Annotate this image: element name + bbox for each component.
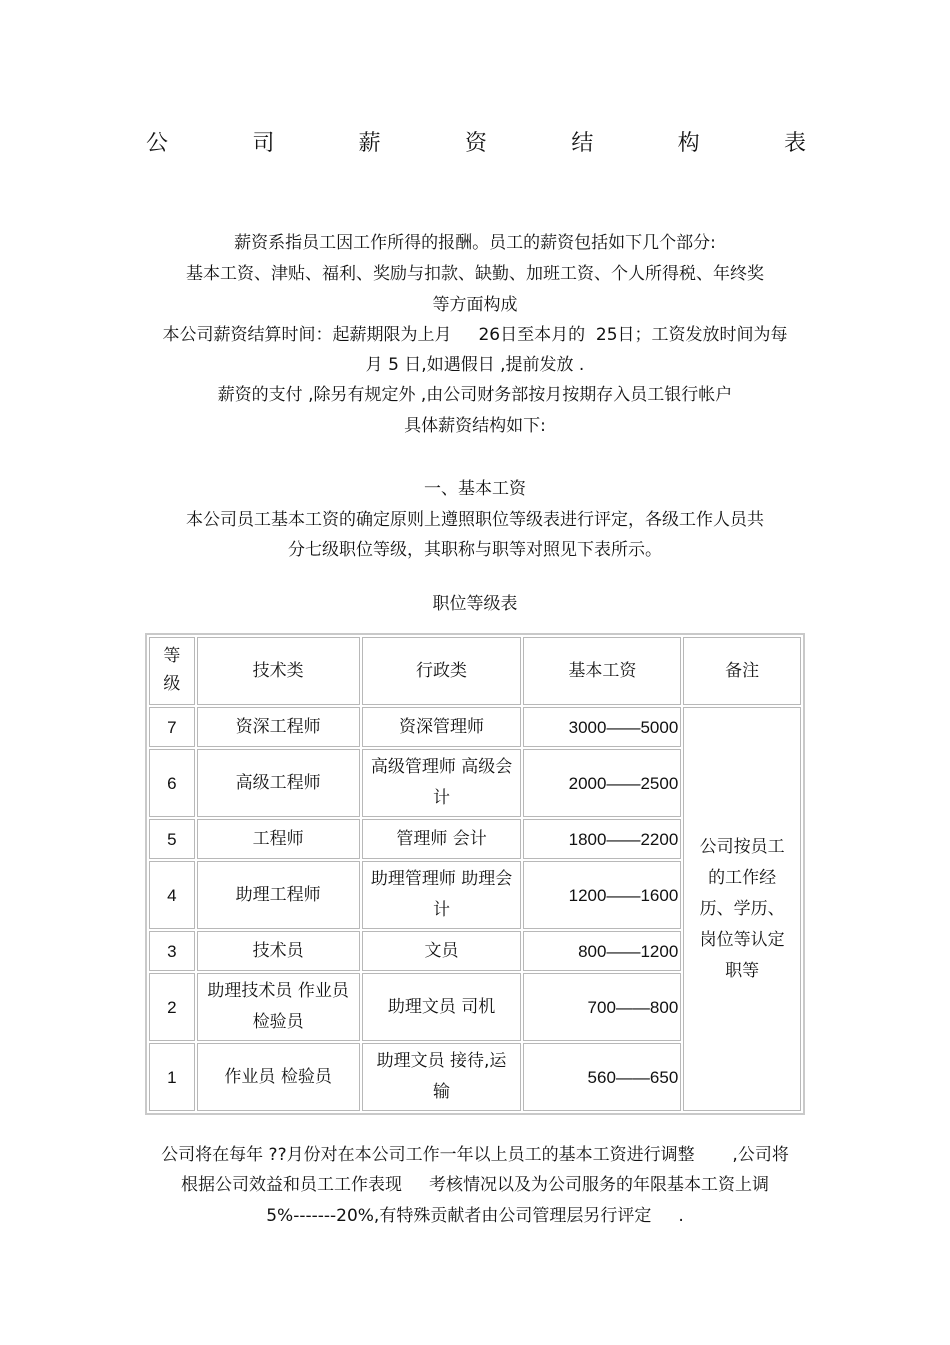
cell-level: 5 <box>149 819 195 859</box>
table-header-row <box>149 637 801 705</box>
intro-line: 具体薪资结构如下: <box>404 416 546 436</box>
cell-salary: 1200——1600 <box>523 861 681 929</box>
title-char: 公 <box>146 131 169 156</box>
cell-admin: 助理文员 接待,运输 <box>362 1043 522 1111</box>
cell-admin: 文员 <box>362 931 522 971</box>
cell-salary: 560——650 <box>523 1043 681 1111</box>
cell-admin: 资深管理师 <box>362 707 522 747</box>
cell-admin: 高级管理师 高级会计 <box>362 749 522 817</box>
section-text: 本公司员工基本工资的确定原则上遵照职位等级表进行评定，各级工作人员共 <box>186 510 764 530</box>
cell-tech: 技术员 <box>197 931 360 971</box>
cell-note: 公司按员工的工作经历、学历、岗位等认定职等 <box>683 707 801 1111</box>
title-char: 构 <box>677 131 700 156</box>
cell-tech: 助理工程师 <box>197 861 360 929</box>
table-row <box>149 707 801 747</box>
intro-line: 薪资系指员工因工作所得的报酬。员工的薪资包括如下几个部分: <box>234 233 716 253</box>
title-char: 结 <box>571 131 594 156</box>
cell-level: 6 <box>149 749 195 817</box>
cell-level: 2 <box>149 973 195 1041</box>
position-level-table <box>145 633 805 1115</box>
cell-level: 3 <box>149 931 195 971</box>
intro-line: 基本工资、津贴、福利、奖励与扣款、缺勤、加班工资、个人所得税、年终奖 <box>186 264 764 284</box>
cell-admin: 助理文员 司机 <box>362 973 522 1041</box>
cell-admin: 管理师 会计 <box>362 819 522 859</box>
title-char: 司 <box>252 131 275 156</box>
cell-salary: 2000——2500 <box>523 749 681 817</box>
section-heading: 一、基本工资 <box>424 479 526 499</box>
closing-line: 5%-------20%,有特殊贡献者由公司管理层另行评定 . <box>266 1206 684 1226</box>
intro-line: 本公司薪资结算时间：起薪期限为上月 26日至本月的 25日；工资发放时间为每 <box>162 325 788 345</box>
intro-line: 薪资的支付 ,除另有规定外 ,由公司财务部按月按期存入员工银行帐户 <box>217 385 733 405</box>
section-text: 分七级职位等级，其职称与职等对照见下表所示。 <box>288 540 662 560</box>
title-char: 表 <box>783 131 806 156</box>
table-caption: 职位等级表 <box>432 594 518 614</box>
cell-salary: 800——1200 <box>523 931 681 971</box>
cell-tech: 作业员 检验员 <box>197 1043 360 1111</box>
document-title <box>146 126 806 157</box>
closing-line: 公司将在每年 ??月份对在本公司工作一年以上员工的基本工资进行调整 ,公司将 <box>161 1145 789 1165</box>
header-salary: 基本工资 <box>523 637 681 705</box>
cell-salary: 3000——5000 <box>523 707 681 747</box>
cell-level: 1 <box>149 1043 195 1111</box>
cell-admin: 助理管理师 助理会计 <box>362 861 522 929</box>
cell-tech: 工程师 <box>197 819 360 859</box>
cell-salary: 700——800 <box>523 973 681 1041</box>
cell-tech: 助理技术员 作业员 检验员 <box>197 973 360 1041</box>
closing-line: 根据公司效益和员工工作表现 考核情况以及为公司服务的年限基本工资上调 <box>180 1175 770 1195</box>
title-char: 薪 <box>358 131 381 156</box>
cell-salary: 1800——2200 <box>523 819 681 859</box>
header-tech: 技术类 <box>197 637 360 705</box>
header-note: 备注 <box>683 637 801 705</box>
cell-tech: 资深工程师 <box>197 707 360 747</box>
cell-tech: 高级工程师 <box>197 749 360 817</box>
header-admin: 行政类 <box>362 637 522 705</box>
header-level: 等级 <box>149 637 195 705</box>
title-char: 资 <box>464 131 487 156</box>
intro-line: 等方面构成 <box>432 295 518 315</box>
cell-level: 7 <box>149 707 195 747</box>
intro-line: 月 5 日,如遇假日 ,提前发放 . <box>365 355 585 375</box>
cell-level: 4 <box>149 861 195 929</box>
